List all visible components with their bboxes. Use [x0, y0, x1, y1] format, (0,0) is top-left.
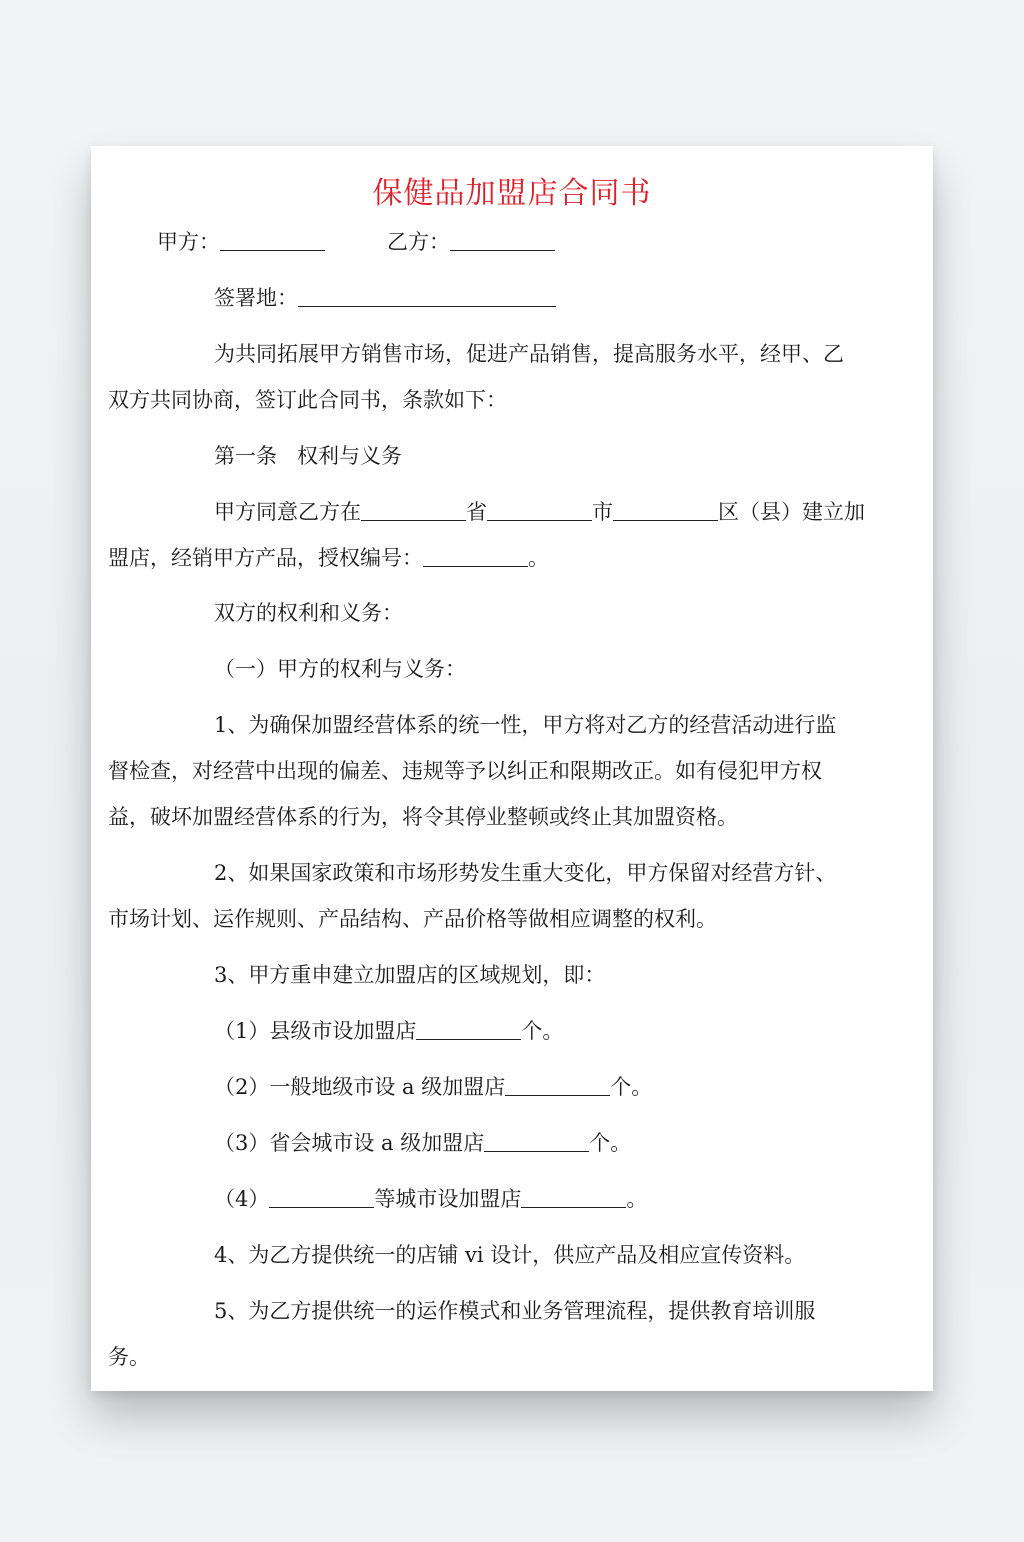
item-5-line-2: 务。: [108, 1345, 150, 1369]
article-1-title: 权利与义务: [297, 444, 402, 468]
signing-place-blank: [298, 284, 556, 307]
sub-item-4: [214, 1184, 647, 1214]
sub-item-1-end: 个。: [521, 1019, 564, 1043]
city-blank: [487, 498, 592, 521]
authorize-number-label: 盟店，经销甲方产品，授权编号：: [108, 546, 423, 570]
party-b-label: 乙方：: [387, 230, 450, 254]
signing-place-label: 签署地：: [214, 286, 298, 310]
district-blank: [613, 498, 718, 521]
article-1-heading: [214, 441, 402, 471]
document-title: 保健品加盟店合同书: [372, 176, 652, 211]
item-3-line-1: 3、甲方重申建立加盟店的区域规划，即：: [214, 963, 606, 987]
city-label: 市: [592, 500, 613, 524]
party-b-blank: [450, 228, 555, 251]
sub-item-2-text: （2）一般地级市设 a 级加盟店: [214, 1075, 506, 1099]
authorize-line-2: [108, 543, 549, 573]
sub-item-2-end: 个。: [610, 1075, 653, 1099]
district-label: 区（县）建立加: [718, 500, 865, 524]
sub-item-4-blank-1: [269, 1185, 374, 1208]
authorize-line-1: [214, 497, 865, 527]
party-line: [157, 227, 555, 257]
sub-item-4-text: （4）: [214, 1187, 270, 1211]
sub-item-1-blank: [416, 1017, 521, 1040]
province-label: 省: [466, 500, 487, 524]
item-5-line-1: 5、为乙方提供统一的运作模式和业务管理流程，提供教育培训服: [214, 1299, 816, 1323]
item-2-line-2: 市场计划、运作规则、产品结构、产品价格等做相应调整的权利。: [108, 907, 717, 931]
article-1-number: 第一条: [214, 444, 277, 468]
sub-item-3-blank: [484, 1129, 589, 1152]
item-1-line-1: 1、为确保加盟经营体系的统一性，甲方将对乙方的经营活动进行监: [214, 713, 837, 737]
intro-line-1: 为共同拓展甲方销售市场，促进产品销售，提高服务水平，经甲、乙: [214, 342, 844, 366]
document-page: [91, 146, 933, 1391]
province-blank: [361, 498, 466, 521]
item-2-line-1: 2、如果国家政策和市场形势发生重大变化，甲方保留对经营方针、: [214, 861, 837, 885]
sub-item-3-end: 个。: [589, 1131, 632, 1155]
sub-item-3-text: （3）省会城市设 a 级加盟店: [214, 1131, 485, 1155]
sub-item-2: [214, 1072, 652, 1102]
rights-heading: 双方的权利和义务：: [214, 601, 403, 625]
authorize-line-2-end: 。: [528, 546, 549, 570]
item-4-line-1: 4、为乙方提供统一的店铺 vi 设计，供应产品及相应宣传资料。: [214, 1243, 806, 1267]
party-a-blank: [220, 228, 325, 251]
authorize-prefix: 甲方同意乙方在: [214, 500, 361, 524]
sub-item-1: [214, 1016, 563, 1046]
item-1-line-2: 督检查，对经营中出现的偏差、违规等予以纠正和限期改正。如有侵犯甲方权: [108, 759, 822, 783]
sub-item-2-blank: [505, 1073, 610, 1096]
sub-item-3: [214, 1128, 631, 1158]
sub-item-4-end: 。: [626, 1187, 648, 1211]
party-a-label: 甲方：: [157, 230, 220, 254]
item-1-line-3: 益，破坏加盟经营体系的行为，将令其停业整顿或终止其加盟资格。: [108, 805, 738, 829]
authorize-number-blank: [423, 544, 528, 567]
signing-place-line: [214, 283, 556, 313]
sub-item-4-middle: 等城市设加盟店: [374, 1187, 522, 1211]
sub-item-1-text: （1）县级市设加盟店: [214, 1019, 417, 1043]
sub-item-4-blank-2: [521, 1185, 626, 1208]
intro-line-2: 双方共同协商，签订此合同书，条款如下：: [108, 388, 507, 412]
part-1-heading: （一）甲方的权利与义务：: [214, 657, 466, 681]
